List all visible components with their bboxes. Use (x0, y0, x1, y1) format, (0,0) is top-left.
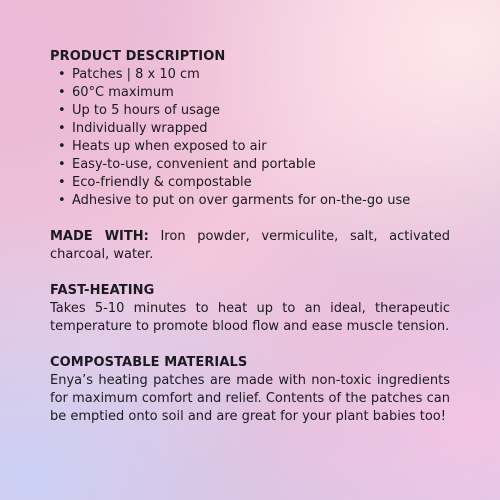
list-item-text: Patches | 8 x 10 cm (72, 67, 200, 82)
bullet-dot-icon: • (58, 67, 66, 82)
list-item (58, 102, 450, 120)
list-item-text: Up to 5 hours of usage (72, 103, 221, 118)
product-description-list (50, 66, 450, 210)
list-item (58, 138, 450, 156)
list-item (58, 174, 450, 192)
bullet-dot-icon: • (58, 85, 66, 100)
list-item-text: Heats up when exposed to air (72, 139, 267, 154)
list-item (58, 192, 450, 210)
list-item (58, 120, 450, 138)
section-spacer (50, 336, 450, 354)
section-spacer (50, 264, 450, 282)
bullet-dot-icon: • (58, 103, 66, 118)
product-description-heading: PRODUCT DESCRIPTION (50, 49, 226, 64)
fast-heating-text: Takes 5-10 minutes to heat up to an ideal, therapeutic temperature to promote blood flow and ease muscle tension. (50, 301, 450, 334)
list-item-text: 60°C maximum (72, 85, 174, 100)
made-with-text: Iron powder, vermiculite, salt, activated charcoal, water. (50, 229, 450, 262)
bullet-dot-icon: • (58, 175, 66, 190)
bullet-dot-icon: • (58, 193, 66, 208)
list-item-text: Eco-friendly & compostable (72, 175, 252, 190)
made-with-paragraph (50, 228, 450, 264)
bullet-dot-icon: • (58, 139, 66, 154)
compostable-text: Enya’s heating patches are made with non-toxic ingredients for maximum comfort and relief. Contents of the patches can be emptied onto soil and are great for your plant babies too! (50, 373, 450, 424)
compostable-heading: COMPOSTABLE MATERIALS (50, 355, 248, 370)
list-item (58, 156, 450, 174)
made-with-label: MADE WITH: (50, 229, 149, 244)
list-item (58, 66, 450, 84)
list-item-text: Individually wrapped (72, 121, 208, 136)
bullet-dot-icon: • (58, 121, 66, 136)
bullet-dot-icon: • (58, 157, 66, 172)
list-item-text: Easy-to-use, convenient and portable (72, 157, 316, 172)
list-item-text: Adhesive to put on over garments for on-the-go use (72, 193, 411, 208)
section-spacer (50, 210, 450, 228)
fast-heating-heading: FAST-HEATING (50, 283, 155, 298)
list-item (58, 84, 450, 102)
product-info-panel (50, 48, 450, 426)
